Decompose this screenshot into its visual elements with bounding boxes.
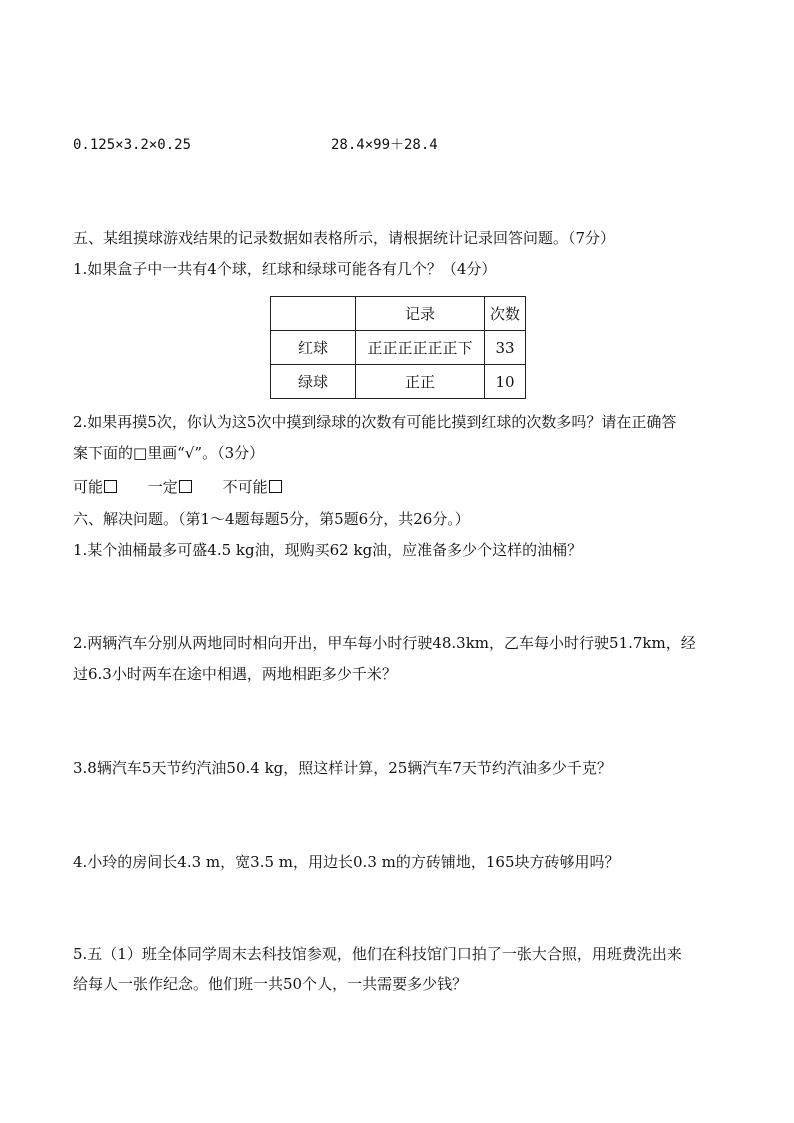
section6-question-3: 3.8辆汽车5天节约汽油50.4 kg，照这样计算，25辆汽车7天节约汽油多少千克？ <box>73 759 612 777</box>
table-cell: 正正 <box>356 365 485 399</box>
section6-question-5-line2: 给每人一张作纪念。他们班一共50个人，一共需要多少钱？ <box>73 975 468 993</box>
table-header-cell <box>271 297 356 331</box>
table-header-cell: 次数 <box>485 297 526 331</box>
answer-checkbox[interactable] <box>179 480 192 493</box>
section5-title: 五、某组摸球游戏结果的记录数据如表格所示，请根据统计记录回答问题。（7分） <box>73 229 616 247</box>
table-cell: 绿球 <box>271 365 356 399</box>
table-row <box>271 331 526 365</box>
calc-row <box>73 135 438 155</box>
option-label: 一定 <box>147 478 178 496</box>
table-cell: 10 <box>485 365 526 399</box>
table-cell: 33 <box>485 331 526 365</box>
answer-checkbox[interactable] <box>104 480 117 493</box>
answer-options <box>73 477 308 497</box>
table-row <box>271 365 526 399</box>
section6-title: 六、解决问题。（第1～4题每题5分，第5题6分，共26分。） <box>73 510 470 528</box>
option-label: 可能 <box>73 478 104 496</box>
table-header-row <box>271 297 526 331</box>
table-header-cell: 记录 <box>356 297 485 331</box>
option-impossible <box>223 478 282 496</box>
section6-question-2-line2: 过6.3小时两车在途中相遇，两地相距多少千米？ <box>73 665 397 683</box>
section5-question-2-line2: 案下面的□里画“√”。（3分） <box>73 444 265 462</box>
section5-question-1: 1.如果盒子中一共有4个球，红球和绿球可能各有几个？（4分） <box>73 260 497 278</box>
section6-question-2-line1: 2.两辆汽车分别从两地同时相向开出，甲车每小时行驶48.3km，乙车每小时行驶51.7km，经 <box>73 634 696 652</box>
calc-expression-2: 28.4×99＋28.4 <box>331 137 438 153</box>
section6-question-4: 4.小玲的房间长4.3 m，宽3.5 m，用边长0.3 m的方砖铺地，165块方砖够用吗？ <box>73 853 620 871</box>
option-certain <box>148 478 192 496</box>
calc-expression-1: 0.125×3.2×0.25 <box>73 137 192 153</box>
table-cell: 红球 <box>271 331 356 365</box>
record-table <box>270 296 526 399</box>
table-cell: 正正正正正正下 <box>356 331 485 365</box>
answer-checkbox[interactable] <box>269 480 282 493</box>
option-label: 不可能 <box>222 478 268 496</box>
section6-question-5-line1: 5.五（1）班全体同学周末去科技馆参观，他们在科技馆门口拍了一张大合照，用班费洗出来 <box>73 945 682 963</box>
section5-question-2-line1: 2.如果再摸5次，你认为这5次中摸到绿球的次数有可能比摸到红球的次数多吗？请在正确答 <box>73 413 677 431</box>
option-possible <box>73 478 117 496</box>
section6-question-1: 1.某个油桶最多可盛4.5 kg油，现购买62 kg油，应准备多少个这样的油桶？ <box>73 541 583 559</box>
